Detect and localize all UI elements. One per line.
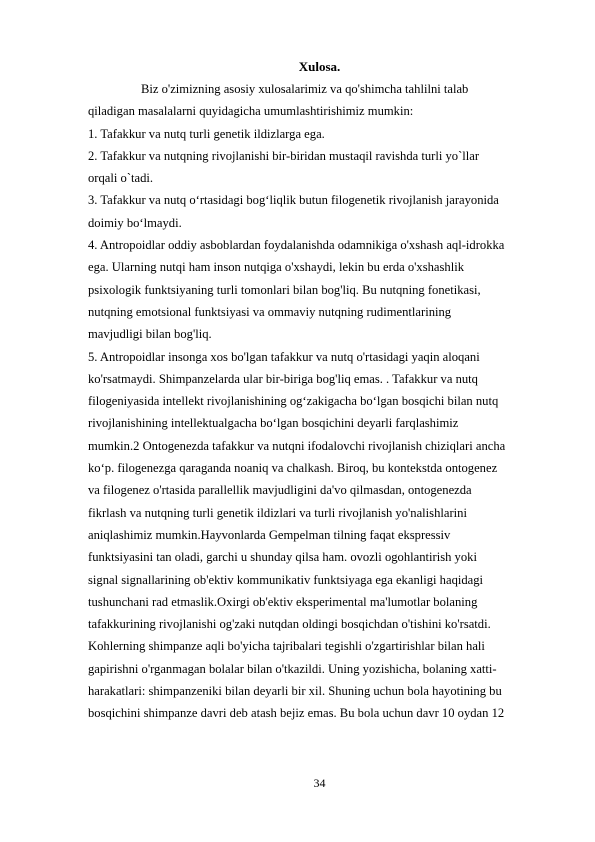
body-line: harakatlari: shimpanzeniki bilan deyarli bir xil. Shuning uchun bola hayotining bu [88,684,502,699]
body-line: ega. Ularning nutqi ham inson nutqiga o'xshaydi, lekin bu erda o'xshashlik [88,260,464,275]
body-line: mumkin.2 Ontogenezda tafakkur va nutqni ifodalovchi rivojlanish chiziqlari ancha [88,438,506,453]
body-line: gapirishni o'rganmagan bolalar bilan o'tkazildi. Uning yozishicha, bolaning xatti- [88,661,497,676]
page-number: 34 [313,776,326,790]
body-line: tushunchani rad etmaslik.Oxirgi ob'ektiv eksperimental ma'lumotlar bolaning [88,594,478,609]
body-line: aniqlashimiz mumkin.Hayvonlarda Gempelman tilning faqat ekspressiv [88,527,451,542]
body-line: 2. Tafakkur va nutqning rivojlanishi bir-biridan mustaqil ravishda turli yo`llar [88,148,480,163]
document-body [88,78,552,725]
body-line: signal signallarining ob'ektiv kommunikativ funktsiyaga ega ekanligi haqidagi [88,572,484,587]
body-line: rivojlanishining intellektualgacha bo‘lgan bosqichini deyarli farqlashimiz [88,416,459,431]
body-line: funktsiyasini tan oladi, garchi u shunday qilsa ham. ovozli ogohlantirish yoki [88,550,477,565]
body-line: tafakkurining rivojlanishi og'zaki nutqdan oldingi bosqichdan o'tishini ko'rsatdi. [88,617,491,632]
body-line: qiladigan masalalarni quyidagicha umumlashtirishimiz mumkin: [88,104,414,119]
body-line: nutqning emotsional funktsiyasi va ommaviy nutqning rudimentlarining [88,304,452,319]
body-line: psixologik funktsiyaning turli tomonlari bilan bog'liq. Bu nutqning fonetikasi, [88,282,481,297]
body-line: va filogenez o'rtasida parallellik mavjudligini da'vo qilmasdan, ontogenezda [88,483,472,498]
body-line: 4. Antropoidlar oddiy asboblardan foydalanishda odamnikiga o'xshash aql-idrokka [88,238,505,253]
body-line: bosqichini shimpanze davri deb atash bejiz emas. Bu bola uchun davr 10 oydan 12 [88,706,505,721]
body-line: doimiy bo‘lmaydi. [88,215,182,230]
body-line: 5. Antropoidlar insonga xos bo'lgan tafakkur va nutq o'rtasidagi yaqin aloqani [88,349,480,364]
body-line: ko‘p. filogenezga qaraganda noaniq va chalkash. Biroq, bu kontekstda ontogenez [88,461,498,476]
body-line: Kohlerning shimpanze aqli bo'yicha tajribalari tegishli o'zgartirishlar bilan hali [88,639,485,654]
body-line: orqali o`tadi. [88,171,154,186]
document-title: Xulosa. [298,59,341,74]
body-line: 1. Tafakkur va nutq turli genetik ildizlarga ega. [88,126,325,141]
body-line: mavjudligi bilan bog'liq. [88,327,212,342]
body-line: filogeniyasida intellekt rivojlanishining og‘zakigacha bo‘lgan bosqichi bilan nutq [88,394,499,409]
body-line: ko'rsatmaydi. Shimpanzelarda ular bir-biriga bog'liq emas. . Tafakkur va nutq [88,371,478,386]
body-line: fikrlash va nutqning turli genetik ildizlari va turli rivojlanish yo'nalishlarini [88,505,467,520]
body-line: Biz o'zimizning asosiy xulosalarimiz va qo'shimcha tahlilni talab [141,82,469,96]
body-line: 3. Tafakkur va nutq o‘rtasidagi bog‘liqlik butun filogenetik rivojlanish jarayonida [88,193,499,208]
